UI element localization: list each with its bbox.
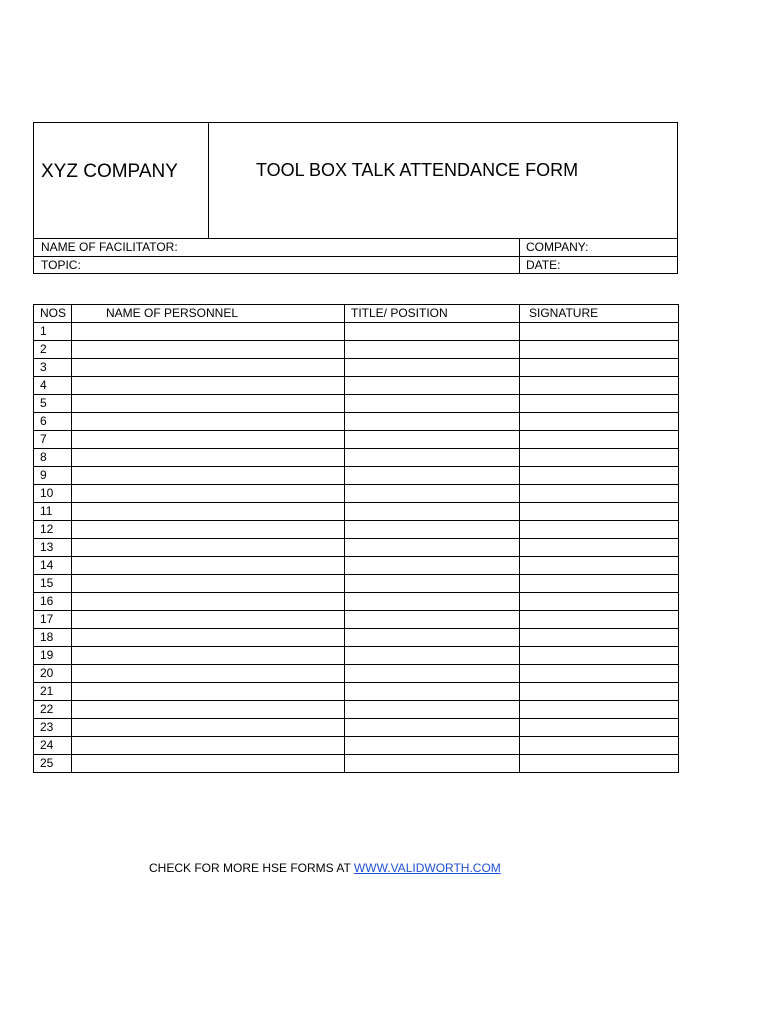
title-cell[interactable] [345, 413, 520, 431]
name-cell[interactable] [72, 449, 345, 467]
title-cell[interactable] [345, 719, 520, 737]
column-header-title: TITLE/ POSITION [345, 305, 520, 323]
title-cell[interactable] [345, 611, 520, 629]
form-title: TOOL BOX TALK ATTENDANCE FORM [256, 160, 579, 180]
row-number: 21 [34, 683, 72, 701]
name-cell[interactable] [72, 575, 345, 593]
title-cell[interactable] [345, 683, 520, 701]
name-cell[interactable] [72, 701, 345, 719]
signature-cell[interactable] [520, 341, 679, 359]
facilitator-cell[interactable] [34, 239, 520, 256]
row-number: 20 [34, 665, 72, 683]
table-row [34, 413, 679, 431]
row-number: 5 [34, 395, 72, 413]
name-cell[interactable] [72, 485, 345, 503]
title-cell[interactable] [345, 737, 520, 755]
name-cell[interactable] [72, 629, 345, 647]
name-cell[interactable] [72, 521, 345, 539]
row-number: 4 [34, 377, 72, 395]
signature-cell[interactable] [520, 665, 679, 683]
row-number: 25 [34, 755, 72, 773]
name-cell[interactable] [72, 341, 345, 359]
table-row [34, 467, 679, 485]
topic-row [34, 256, 677, 274]
name-cell[interactable] [72, 665, 345, 683]
row-number: 24 [34, 737, 72, 755]
row-number: 11 [34, 503, 72, 521]
title-cell[interactable] [345, 593, 520, 611]
row-number: 7 [34, 431, 72, 449]
company-cell [34, 123, 209, 238]
table-row [34, 503, 679, 521]
title-cell[interactable] [345, 755, 520, 773]
attendance-table [33, 304, 679, 773]
name-cell[interactable] [72, 539, 345, 557]
table-header-row [34, 305, 679, 323]
title-cell[interactable] [345, 467, 520, 485]
signature-cell[interactable] [520, 323, 679, 341]
signature-cell[interactable] [520, 719, 679, 737]
row-number: 10 [34, 485, 72, 503]
name-cell[interactable] [72, 557, 345, 575]
name-cell[interactable] [72, 323, 345, 341]
form-header [33, 122, 678, 274]
row-number: 14 [34, 557, 72, 575]
name-cell[interactable] [72, 647, 345, 665]
table-row [34, 323, 679, 341]
row-number: 13 [34, 539, 72, 557]
table-row [34, 701, 679, 719]
topic-cell[interactable] [34, 257, 520, 274]
table-row [34, 647, 679, 665]
table-row [34, 395, 679, 413]
name-cell[interactable] [72, 395, 345, 413]
table-row [34, 539, 679, 557]
row-number: 6 [34, 413, 72, 431]
name-cell[interactable] [72, 611, 345, 629]
title-cell[interactable] [345, 665, 520, 683]
table-row [34, 377, 679, 395]
row-number: 18 [34, 629, 72, 647]
signature-cell[interactable] [520, 737, 679, 755]
company-name: XYZ COMPANY [41, 161, 178, 182]
signature-cell[interactable] [520, 593, 679, 611]
signature-cell[interactable] [520, 611, 679, 629]
title-cell[interactable] [345, 701, 520, 719]
title-cell[interactable] [345, 503, 520, 521]
signature-cell[interactable] [520, 521, 679, 539]
title-cell[interactable] [345, 647, 520, 665]
table-row [34, 593, 679, 611]
table-row [34, 359, 679, 377]
row-number: 3 [34, 359, 72, 377]
attendance-rows [34, 323, 679, 773]
signature-cell[interactable] [520, 647, 679, 665]
signature-cell[interactable] [520, 701, 679, 719]
row-number: 19 [34, 647, 72, 665]
title-cell[interactable] [345, 341, 520, 359]
signature-cell[interactable] [520, 431, 679, 449]
signature-cell[interactable] [520, 629, 679, 647]
facilitator-label: NAME OF FACILITATOR: [41, 240, 178, 254]
signature-cell[interactable] [520, 539, 679, 557]
signature-cell[interactable] [520, 503, 679, 521]
name-cell[interactable] [72, 503, 345, 521]
name-cell[interactable] [72, 431, 345, 449]
column-header-name: NAME OF PERSONNEL [72, 305, 345, 323]
title-cell[interactable] [345, 485, 520, 503]
row-number: 8 [34, 449, 72, 467]
name-cell[interactable] [72, 719, 345, 737]
table-row [34, 431, 679, 449]
title-cell[interactable] [345, 575, 520, 593]
row-number: 22 [34, 701, 72, 719]
table-row [34, 341, 679, 359]
row-number: 1 [34, 323, 72, 341]
table-row [34, 575, 679, 593]
table-row [34, 557, 679, 575]
company-label: COMPANY: [526, 240, 589, 254]
date-label: DATE: [526, 258, 561, 272]
title-cell[interactable] [345, 521, 520, 539]
signature-cell[interactable] [520, 755, 679, 773]
table-row [34, 665, 679, 683]
facilitator-row [34, 238, 677, 256]
table-row [34, 449, 679, 467]
column-header-signature: SIGNATURE [520, 305, 679, 323]
table-row [34, 629, 679, 647]
table-row [34, 485, 679, 503]
signature-cell[interactable] [520, 485, 679, 503]
title-cell[interactable] [345, 431, 520, 449]
footer-note [149, 861, 501, 875]
name-cell[interactable] [72, 377, 345, 395]
title-cell[interactable] [345, 539, 520, 557]
validworth-link[interactable]: WWW.VALIDWORTH.COM [353, 861, 501, 875]
name-cell[interactable] [72, 737, 345, 755]
row-number: 2 [34, 341, 72, 359]
title-cell[interactable] [345, 557, 520, 575]
signature-cell[interactable] [520, 557, 679, 575]
signature-cell[interactable] [520, 359, 679, 377]
table-row [34, 683, 679, 701]
title-cell[interactable] [345, 377, 520, 395]
signature-cell[interactable] [520, 449, 679, 467]
row-number: 17 [34, 611, 72, 629]
signature-cell[interactable] [520, 467, 679, 485]
title-cell[interactable] [345, 629, 520, 647]
table-row [34, 719, 679, 737]
name-cell[interactable] [72, 359, 345, 377]
row-number: 15 [34, 575, 72, 593]
table-row [34, 737, 679, 755]
row-number: 9 [34, 467, 72, 485]
name-cell[interactable] [72, 755, 345, 773]
table-row [34, 611, 679, 629]
title-cell[interactable] [345, 449, 520, 467]
signature-cell[interactable] [520, 377, 679, 395]
name-cell[interactable] [72, 413, 345, 431]
column-header-nos: NOS [34, 305, 72, 323]
name-cell[interactable] [72, 593, 345, 611]
title-cell[interactable] [345, 359, 520, 377]
topic-label: TOPIC: [41, 258, 81, 272]
row-number: 12 [34, 521, 72, 539]
footer-text: CHECK FOR MORE HSE FORMS AT [149, 861, 354, 875]
title-cell[interactable] [345, 323, 520, 341]
signature-cell[interactable] [520, 413, 679, 431]
name-cell[interactable] [72, 467, 345, 485]
name-cell[interactable] [72, 683, 345, 701]
signature-cell[interactable] [520, 575, 679, 593]
table-row [34, 521, 679, 539]
title-cell[interactable] [345, 395, 520, 413]
table-row [34, 755, 679, 773]
row-number: 16 [34, 593, 72, 611]
signature-cell[interactable] [520, 395, 679, 413]
signature-cell[interactable] [520, 683, 679, 701]
row-number: 23 [34, 719, 72, 737]
